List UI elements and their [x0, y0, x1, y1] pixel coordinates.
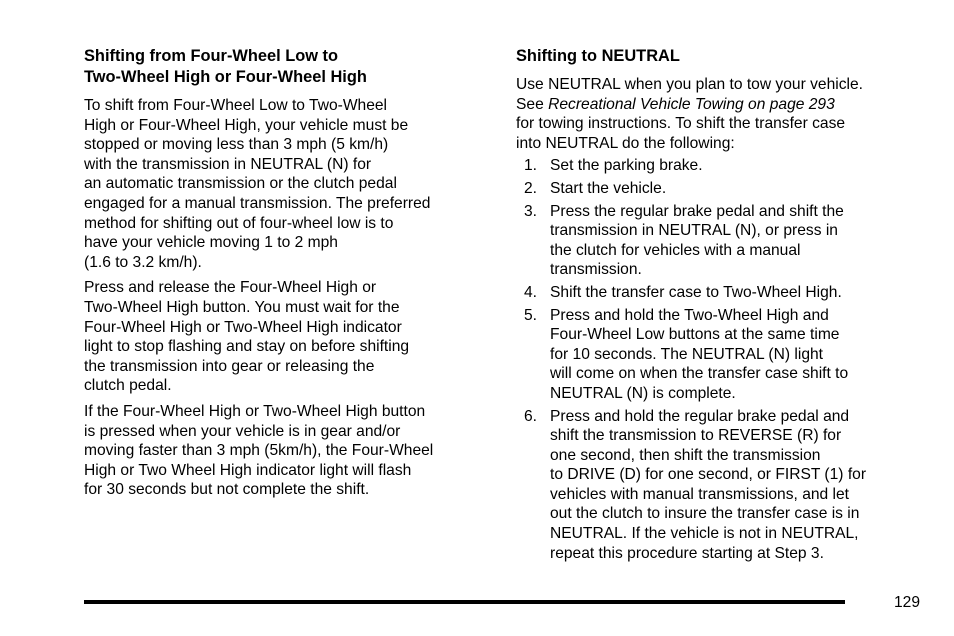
text-line: Press and release the Four-Wheel High or	[84, 279, 377, 297]
step-number: 6.	[524, 407, 538, 425]
step-number: 3.	[524, 202, 538, 220]
step-text: transmission in NEUTRAL (N), or press in	[550, 222, 838, 240]
text-line: engaged for a manual transmission. The preferred	[84, 194, 431, 212]
step-text: Four-Wheel Low buttons at the same time	[550, 326, 840, 344]
step-text: transmission.	[550, 261, 642, 279]
text-line: (1.6 to 3.2 km/h).	[84, 253, 202, 271]
step-text: Set the parking brake.	[550, 157, 703, 175]
text-line: have your vehicle moving 1 to 2 mph	[84, 234, 338, 252]
list-item	[516, 407, 924, 564]
section-heading-neutral	[516, 46, 924, 67]
step-text: shift the transmission to REVERSE (R) for	[550, 427, 842, 445]
heading-line: Two-Wheel High or Four-Wheel High	[84, 68, 367, 86]
text-line: stopped or moving less than 3 mph (5 km/h)	[84, 136, 389, 154]
text-line: with the transmission in NEUTRAL (N) for	[84, 155, 372, 173]
paragraph-button-instructions	[84, 278, 494, 396]
step-text: NEUTRAL (N) is complete.	[550, 384, 736, 402]
text-line	[516, 95, 924, 115]
text-line: To shift from Four-Wheel Low to Two-Wheel	[84, 97, 388, 114]
procedure-steps	[516, 156, 924, 563]
step-text: Start the vehicle.	[550, 179, 667, 197]
right-column	[516, 46, 924, 563]
text-line: Use NEUTRAL when you plan to tow your vehicle.	[516, 76, 863, 93]
section-heading-four-wheel-low	[84, 46, 494, 88]
text-fragment: See	[516, 95, 549, 113]
step-text: repeat this procedure starting at Step 3.	[550, 544, 824, 562]
list-item	[516, 156, 924, 176]
text-line: Two-Wheel High button. You must wait for the	[84, 298, 400, 316]
heading-line: Shifting to NEUTRAL	[516, 47, 680, 65]
text-line: Four-Wheel High or Two-Wheel High indicator	[84, 318, 402, 336]
step-text: Press the regular brake pedal and shift the	[550, 202, 844, 220]
page-number: 129	[893, 594, 920, 611]
step-text: to DRIVE (D) for one second, or FIRST (1) for	[550, 466, 867, 484]
text-line: an automatic transmission or the clutch pedal	[84, 175, 397, 193]
step-number: 5.	[524, 306, 538, 324]
step-number: 2.	[524, 179, 538, 197]
step-number: 4.	[524, 283, 538, 301]
list-item	[516, 202, 924, 280]
step-number: 1.	[524, 157, 538, 175]
text-line: High or Two Wheel High indicator light will flash	[84, 461, 412, 479]
step-text: the clutch for vehicles with a manual	[550, 241, 801, 259]
text-line: into NEUTRAL do the following:	[516, 134, 735, 152]
text-line: High or Four-Wheel High, your vehicle must be	[84, 116, 409, 134]
step-text: NEUTRAL. If the vehicle is not in NEUTRAL,	[550, 525, 859, 543]
page-reference-link: Recreational Vehicle Towing on page 293	[548, 95, 835, 113]
paragraph-neutral-intro	[516, 75, 924, 153]
text-line: is pressed when your vehicle is in gear and/or	[84, 422, 401, 440]
heading-line: Shifting from Four-Wheel Low to	[84, 47, 339, 65]
step-text: for 10 seconds. The NEUTRAL (N) light	[550, 345, 823, 363]
step-text: one second, then shift the transmission	[550, 446, 821, 464]
list-item	[516, 179, 924, 199]
footer-divider	[84, 600, 845, 604]
text-line: for towing instructions. To shift the transfer case	[516, 115, 846, 133]
list-item	[516, 306, 924, 404]
step-text: will come on when the transfer case shift to	[550, 365, 849, 383]
step-text: Press and hold the Two-Wheel High and	[550, 306, 829, 324]
text-line: clutch pedal.	[84, 377, 172, 395]
text-line: for 30 seconds but not complete the shift.	[84, 481, 370, 499]
text-line: light to stop flashing and stay on before shifting	[84, 338, 410, 356]
step-text: out the clutch to insure the transfer case is in	[550, 505, 860, 523]
text-line: method for shifting out of four-wheel low is to	[84, 214, 394, 232]
text-line: If the Four-Wheel High or Two-Wheel High button	[84, 402, 426, 420]
step-text: Press and hold the regular brake pedal and	[550, 407, 850, 425]
text-line: the transmission into gear or releasing the	[84, 357, 375, 375]
step-text: Shift the transfer case to Two-Wheel High.	[550, 283, 842, 301]
paragraph-shift-procedure	[84, 96, 494, 272]
list-item	[516, 283, 924, 303]
text-line: moving faster than 3 mph (5km/h), the Four-Wheel	[84, 442, 434, 460]
step-text: vehicles with manual transmissions, and let	[550, 485, 850, 503]
paragraph-warning	[84, 402, 494, 500]
left-column	[84, 46, 494, 506]
